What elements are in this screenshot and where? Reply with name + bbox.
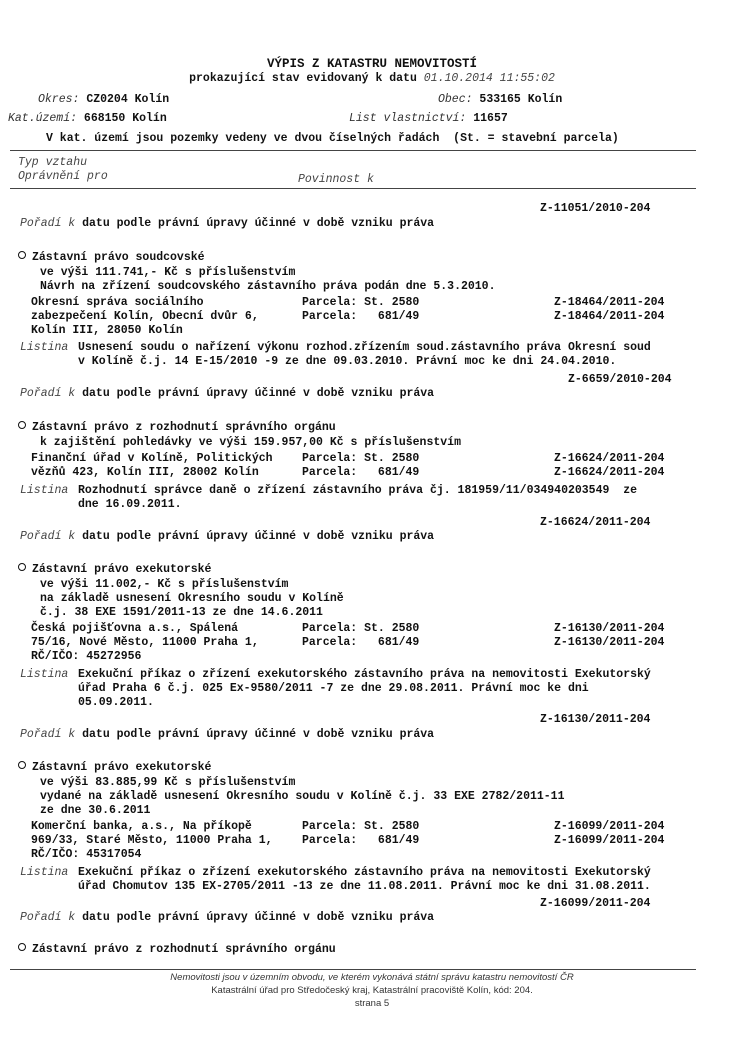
page-number: strana 5 <box>354 998 390 1009</box>
entry-3-parcel-1: Parcela: St. 2580 <box>302 622 420 635</box>
entry-3-ref-after: Z-16130/2011-204 <box>540 713 651 726</box>
entry-1-party-2: zabezpečení Kolín, Obecní dvůr 6, <box>31 310 259 323</box>
entry-3-desc-2: na základě usnesení Okresního soudu v Kolíně <box>40 592 344 605</box>
katuzemi-value: 668150 Kolín <box>83 112 167 125</box>
poradi-text: datu podle právní úpravy účinné v době vzniku práva <box>82 217 435 230</box>
obec-value: 533165 Kolín <box>479 93 563 106</box>
entry-3-party-3: RČ/IČO: 45272956 <box>31 650 142 663</box>
entry-2-ref-2: Z-16624/2011-204 <box>554 466 665 479</box>
entry-3-listina-3: 05.09.2011. <box>78 696 154 709</box>
entry-3-party-1: Česká pojišťovna a.s., Spálená <box>31 622 239 635</box>
entry-1-title <box>18 251 205 265</box>
col-povinnost-k: Povinnost k <box>298 173 374 186</box>
entry-3-party-2: 75/16, Nové Město, 11000 Praha 1, <box>31 636 259 649</box>
columns-divider <box>10 188 696 189</box>
footer-line-2: Katastrální úřad pro Středočeský kraj, Katastrální pracoviště Kolín, kód: 204. <box>211 985 533 996</box>
col-typ-vztahu: Typ vztahu <box>18 156 88 169</box>
entry-2-desc-1: k zajištění pohledávky ve výši 159.957,00 Kč s příslušenstvím <box>40 436 461 449</box>
entry-2-parcel-1: Parcela: St. 2580 <box>302 452 420 465</box>
entry-3-listina-label: Listina <box>20 668 69 681</box>
katuzemi-row <box>8 112 167 126</box>
poradi-label: Pořadí k <box>20 728 76 741</box>
poradi-label: Pořadí k <box>20 387 76 400</box>
subtitle-prefix: prokazující stav evidovaný k datu <box>189 72 417 85</box>
document-title: VÝPIS Z KATASTRU NEMOVITOSTÍ <box>266 57 478 71</box>
entry-1-listina-2: v Kolíně č.j. 14 E-15/2010 -9 ze dne 09.03.2010. Právní moc ke dni 24.04.2010. <box>78 355 617 368</box>
lv-value: 11657 <box>473 112 508 125</box>
document-subtitle <box>0 72 744 86</box>
entry-1-parcel-1: Parcela: St. 2580 <box>302 296 420 309</box>
okres-value: CZ0204 Kolín <box>86 93 170 106</box>
bullet-icon <box>18 943 26 951</box>
entry-2-party-2: vězňů 423, Kolín III, 28002 Kolín <box>31 466 259 479</box>
entry-3-parcel-2: Parcela: 681/49 <box>302 636 420 649</box>
entry-4-desc-3: ze dne 30.6.2011 <box>40 804 151 817</box>
col-opravneni-pro: Oprávnění pro <box>18 170 108 183</box>
okres-label: Okres: <box>38 93 80 106</box>
entry-1-party-3: Kolín III, 28050 Kolín <box>31 324 183 337</box>
entry-4-title <box>18 761 211 775</box>
entry-2-title <box>18 421 336 435</box>
entry-1-desc-1: ve výši 111.741,- Kč s příslušenstvím <box>40 266 296 279</box>
poradi-text: datu podle právní úpravy účinné v době vzniku práva <box>82 911 435 924</box>
entry-4-parcel-2: Parcela: 681/49 <box>302 834 420 847</box>
entry-3-title <box>18 563 211 577</box>
poradi-text: datu podle právní úpravy účinné v době vzniku práva <box>82 530 435 543</box>
entry-3-poradi <box>20 530 434 544</box>
poradi-label: Pořadí k <box>20 530 76 543</box>
okres-row <box>38 93 169 107</box>
entry-title-text: Zástavní právo exekutorské <box>32 761 212 774</box>
entry-2-ref-1: Z-16624/2011-204 <box>554 452 665 465</box>
entry-3-ref-1: Z-16130/2011-204 <box>554 622 665 635</box>
entry-4-poradi <box>20 728 434 742</box>
entry-1-ref-1: Z-18464/2011-204 <box>554 296 665 309</box>
bullet-icon <box>18 761 26 769</box>
entry-4-ref-2: Z-16099/2011-204 <box>554 834 665 847</box>
bullet-icon <box>18 421 26 429</box>
entry-2-ref-after: Z-16624/2011-204 <box>540 516 651 529</box>
bullet-icon <box>18 251 26 259</box>
entry-2-listina-1: Rozhodnutí správce daně o zřízení zástavního práva čj. 181959/11/034940203549 ze <box>78 484 637 497</box>
poradi-label: Pořadí k <box>20 217 76 230</box>
header-divider <box>10 150 696 151</box>
entry-1-listina-label: Listina <box>20 341 69 354</box>
poradi-text: datu podle právní úpravy účinné v době vzniku práva <box>82 728 435 741</box>
entry-2-listina-label: Listina <box>20 484 69 497</box>
entry-4-desc-1: ve výši 83.885,99 Kč s příslušenstvím <box>40 776 296 789</box>
entry-1-ref-2: Z-18464/2011-204 <box>554 310 665 323</box>
entry-1-parcel-2: Parcela: 681/49 <box>302 310 420 323</box>
last-title <box>18 943 336 957</box>
entry-title-text: Zástavní právo soudcovské <box>32 251 205 264</box>
obec-row <box>438 93 562 107</box>
entry-2-parcel-2: Parcela: 681/49 <box>302 466 420 479</box>
entry-3-listina-2: úřad Praha 6 č.j. 025 Ex-9580/2011 -7 ze dne 29.08.2011. Právní moc ke dni <box>78 682 589 695</box>
entry-3-listina-1: Exekuční příkaz o zřízení exekutorského zástavního práva na nemovitosti Exekutorský <box>78 668 651 681</box>
entry-1-poradi <box>20 217 434 231</box>
entry-4-party-3: RČ/IČO: 45317054 <box>31 848 142 861</box>
entry-4-listina-1: Exekuční příkaz o zřízení exekutorského zástavního práva na nemovitosti Exekutorský <box>78 866 651 879</box>
footer-line-1: Nemovitosti jsou v územním obvodu, ve kterém vykonává státní správu katastru nemovitostí ČR <box>170 972 574 983</box>
entry-title-text: Zástavní právo z rozhodnutí správního orgánu <box>32 943 336 956</box>
footer-divider <box>10 969 696 970</box>
entry-4-listina-label: Listina <box>20 866 69 879</box>
lv-row <box>349 112 508 126</box>
entry-1-ref-after: Z-6659/2010-204 <box>568 373 672 386</box>
subtitle-date: 01.10.2014 11:55:02 <box>423 72 555 85</box>
poradi-label: Pořadí k <box>20 911 76 924</box>
poradi-text: datu podle právní úpravy účinné v době vzniku práva <box>82 387 435 400</box>
entry-title-text: Zástavní právo z rozhodnutí správního orgánu <box>32 421 336 434</box>
entry-3-desc-3: č.j. 38 EXE 1591/2011-13 ze dne 14.6.2011 <box>40 606 323 619</box>
entry-4-desc-2: vydané na základě usnesení Okresního soudu v Kolíně č.j. 33 EXE 2782/2011-11 <box>40 790 565 803</box>
lv-label: List vlastnictví: <box>349 112 467 125</box>
entry-4-ref-after: Z-16099/2011-204 <box>540 897 651 910</box>
entry-4-party-1: Komerční banka, a.s., Na příkopě <box>31 820 252 833</box>
entry-2-party-1: Finanční úřad v Kolíně, Politických <box>31 452 273 465</box>
entry-3-ref-2: Z-16130/2011-204 <box>554 636 665 649</box>
entry-2-poradi <box>20 387 434 401</box>
last-poradi <box>20 911 434 925</box>
entry-1-desc-2: Návrh na zřízení soudcovského zástavního práva podán dne 5.3.2010. <box>40 280 496 293</box>
entry-title-text: Zástavní právo exekutorské <box>32 563 212 576</box>
entry-4-listina-2: úřad Chomutov 135 EX-2705/2011 -13 ze dne 11.08.2011. Právní moc ke dni 31.08.2011. <box>78 880 651 893</box>
obec-label: Obec: <box>438 93 473 106</box>
entry-4-ref-1: Z-16099/2011-204 <box>554 820 665 833</box>
entry-4-parcel-1: Parcela: St. 2580 <box>302 820 420 833</box>
katuzemi-label: Kat.území: <box>8 112 78 125</box>
entry-1-ref-top: Z-11051/2010-204 <box>540 202 651 215</box>
entry-3-desc-1: ve výši 11.002,- Kč s příslušenstvím <box>40 578 289 591</box>
cadastre-note: V kat. území jsou pozemky vedeny ve dvou číselných řadách (St. = stavební parcela) <box>46 132 619 145</box>
entry-2-listina-2: dne 16.09.2011. <box>78 498 182 511</box>
entry-1-listina-1: Usnesení soudu o nařízení výkonu rozhod.zřízením soud.zástavního práva Okresní soud <box>78 341 651 354</box>
entry-4-party-2: 969/33, Staré Město, 11000 Praha 1, <box>31 834 273 847</box>
entry-1-party-1: Okresní správa sociálního <box>31 296 204 309</box>
bullet-icon <box>18 563 26 571</box>
